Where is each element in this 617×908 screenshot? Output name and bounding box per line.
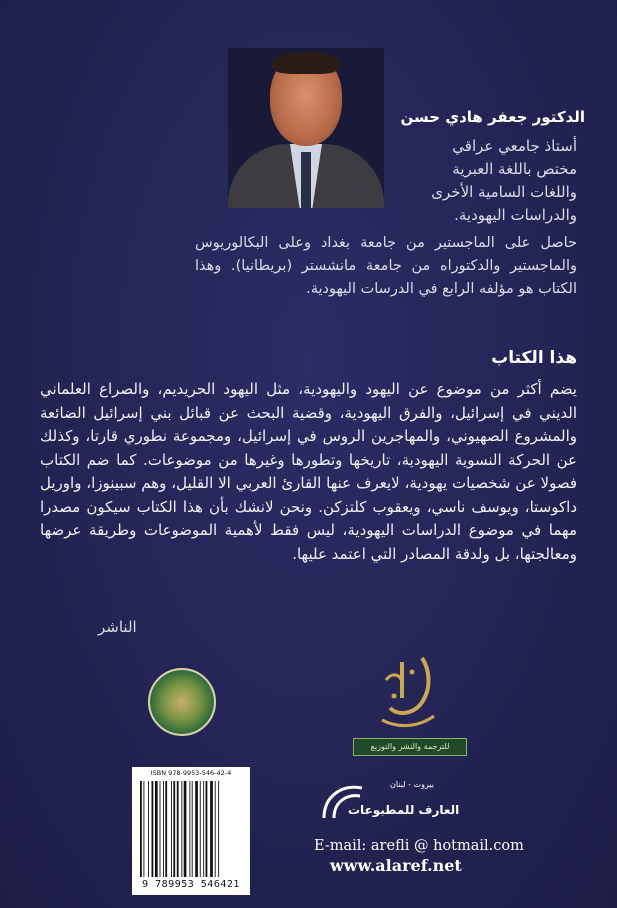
barcode-bar [155,781,158,877]
aref-name: العارف للمطبوعات [348,803,460,817]
barcode-bar [171,781,172,877]
barcode-bar [203,781,204,877]
barcode-bar [143,781,144,877]
barcode-bar [140,781,142,877]
bio-line: واللغات السامية الأخرى [431,183,577,201]
barcode [132,767,250,895]
barcode-bar [195,781,198,877]
barcode-bar [152,781,154,877]
barcode-bar [148,781,149,877]
barcode-bar [189,781,190,877]
contact-email: E-mail: arefli @ hotmail.com [314,838,524,854]
contact-website: www.alaref.net [330,856,462,875]
bio-line: مختص باللغة العبرية [452,160,577,178]
author-bio-paragraph: حاصل على الماجستير من جامعة بغداد وعلى البكالوريوس والماجستير والدكتوراه من جامعة مانشستر (بريطانيا). وهذا الكتاب هو مؤلفه الرابع في الدرسات اليهودية. [195,235,577,297]
barcode-bar [218,781,219,877]
barcode-bar [206,781,208,877]
barcode-bar [163,781,164,877]
barcode-number: 9 789953 546421 [142,879,240,890]
barcode-bar [181,781,182,877]
barcode-bar [165,781,167,877]
barcode-bar [184,781,187,877]
publisher-signature: الناشر [98,618,137,636]
section-title: هذا الكتاب [491,348,577,368]
bio-line: والدراسات اليهودية. [454,206,577,224]
barcode-bar [173,781,175,877]
seal-logo [148,668,216,736]
book-description: يضم أكثر من موضوع عن اليهود واليهودية، مثل اليهود الحريديم، والصراع العلماني الديني في إسرائيل، والفرق اليهودية، وقضية البحث عن قبائل بني إسرائيل الضائعة والمشروع الصهيوني، والمهاجرين الروس في إسرائيل، ومجموعة نطوري قارتا، وكذلك عن الحركة النسوية اليهودية، تاريخها وتطورها وغيرها من موضوعات. كما ضم الكتاب فصولا عن شخصيات يهودية، لايعرف عنها القارئ العربي الا القليل، وهم سبينوزا، واوريل داكوستا، ويوسف ناسي، ويعقوب كلتزكن. ونحن لانشك بأن هذا الكتاب سيكون مصدرا مهما في موضوع الدراسات اليهودية، ليس فقط لأهمية الموضوعات وطريقة عرضها ومعالجتها، بل ولدقة المصادر التي اعتمد عليها. [40,380,577,563]
author-name: الدكتور جعفر هادي حسن [400,108,585,126]
barcode-bar [192,781,193,877]
barcode-bar [200,781,201,877]
dar-calligraphy-logo [372,650,442,735]
isbn-label: ISBN 978-9953-546-42-4 [150,769,232,777]
aref-location: بيروت - لبنان [390,780,434,789]
dar-logo-strip [353,738,467,756]
dar-strip-text: للترجمة والنشر والتوزيع [370,742,450,751]
bio-line: أستاذ جامعي عراقي [452,137,577,155]
barcode-bar [160,781,161,877]
barcode-bar [215,781,216,877]
barcode-bars [140,781,244,877]
barcode-bar [177,781,179,877]
barcode-bar [210,781,213,877]
author-bio [327,135,577,227]
